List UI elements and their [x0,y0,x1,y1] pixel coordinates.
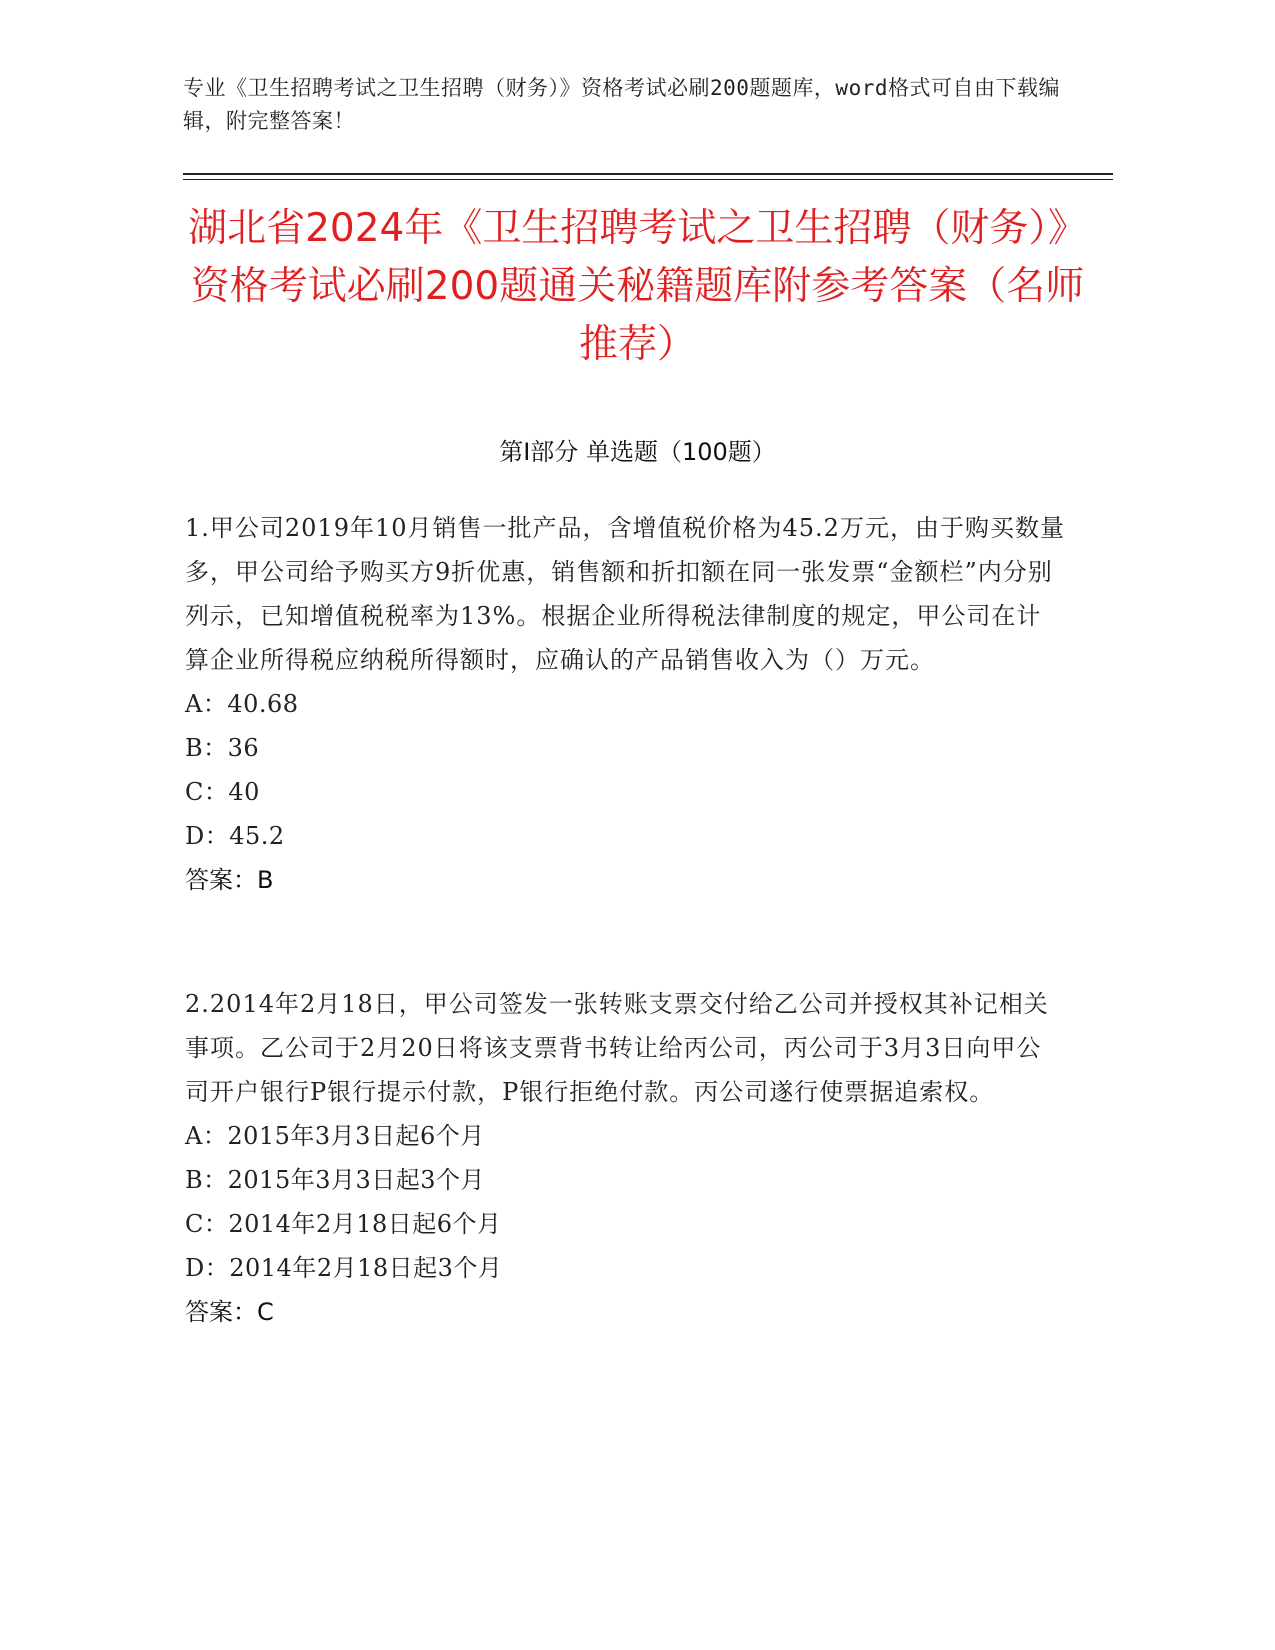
option-a: A：40.68 [185,690,299,718]
question-1 [185,506,1065,902]
option-d: D：2014年2月18日起3个月 [185,1254,503,1282]
option-c: C：2014年2月18日起6个月 [185,1210,502,1238]
option-b: B：2015年3月3日起3个月 [185,1166,486,1194]
document-title: 湖北省2024年《卫生招聘考试之卫生招聘（财务）》资格考试必刷200题通关秘籍题库附参考答案（名师推荐） [188,206,1087,367]
option-c: C：40 [185,778,260,806]
answer: 答案：B [185,866,274,894]
section-heading: 第I部分 单选题（100题） [499,438,776,466]
question-stem: 1.甲公司2019年10月销售一批产品，含增值税价格为45.2万元，由于购买数量多，甲公司给予购买方9折优惠，销售额和折扣额在同一张发票“金额栏”内分别列示，已知增值税税率为13%。根据企业所得税法律制度的规定，甲公司在计算企业所得税应纳税所得额时，应确认的产品销售收入为（）万元。 [185,514,1065,674]
question-stem: 2.2014年2月18日，甲公司签发一张转账支票交付给乙公司并授权其补记相关事项。乙公司于2月20日将该支票背书转让给丙公司，丙公司于3月3日向甲公司开户银行P银行提示付款，P银行拒绝付款。丙公司遂行使票据追索权。 [185,990,1049,1106]
option-a: A：2015年3月3日起6个月 [185,1122,485,1150]
header-divider-thin [183,179,1113,180]
answer: 答案：C [185,1298,274,1326]
question-2 [185,982,1065,1334]
option-b: B：36 [185,734,260,762]
header-note: 专业《卫生招聘考试之卫生招聘（财务）》资格考试必刷200题题库，word格式可自由下载编辑，附完整答案！ [183,76,1060,133]
option-d: D：45.2 [185,822,285,850]
header-divider-thick [183,173,1113,175]
